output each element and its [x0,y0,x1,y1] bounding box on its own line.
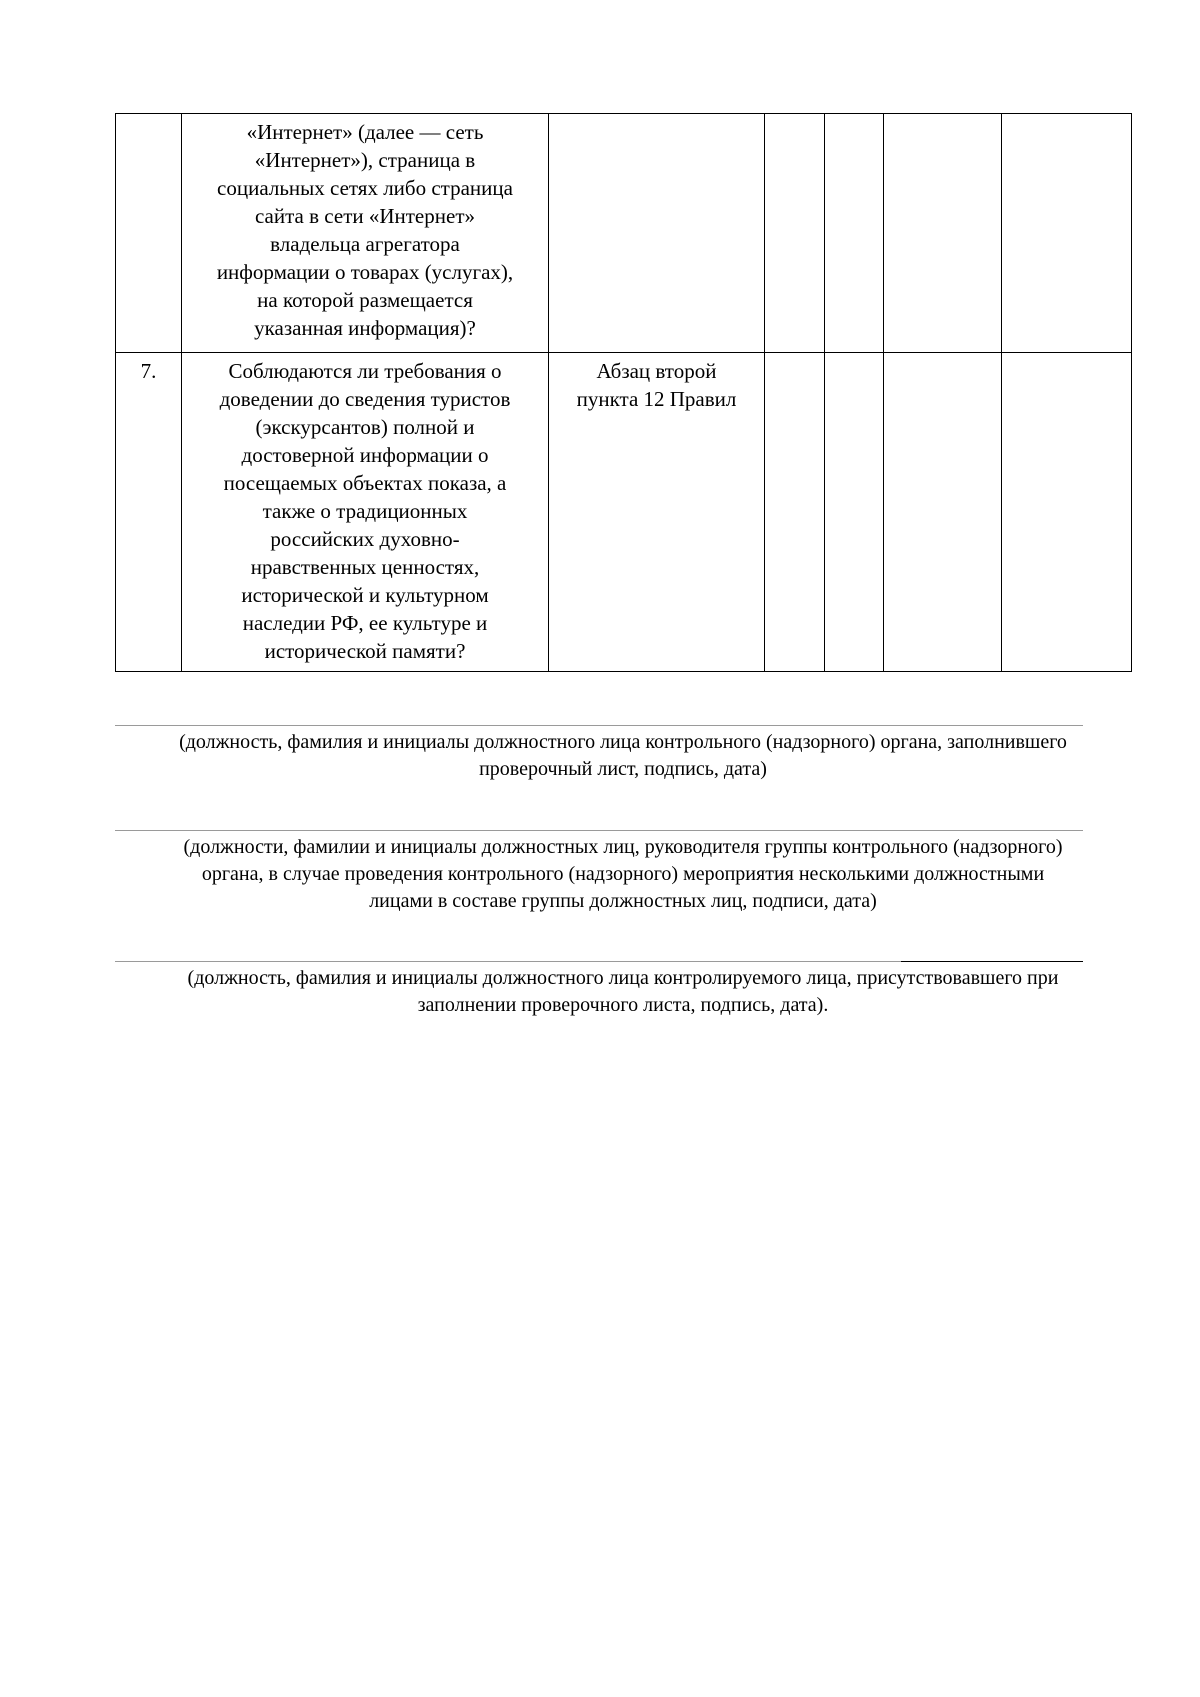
notes-cell [1002,353,1132,672]
controlled-person-signature-block [115,961,1131,1019]
answer-cell-not-applicable [884,353,1002,672]
group-signature-line[interactable] [115,830,1083,831]
signature-line-segment [901,961,1083,962]
answer-cell-yes [765,353,825,672]
row-number-cell [116,114,182,353]
checklist-table [115,113,1132,672]
inspector-signature-line[interactable] [115,725,1083,726]
inspector-signature-block [115,725,1131,783]
controlled-person-signature-line[interactable] [115,961,1083,962]
answer-cell-no [825,353,884,672]
question-cell: Соблюдаются ли требования о доведении до сведения туристов (экскурсантов) полной и достоверной информации о посещаемых объектах показа, а также о традиционных российских духовно- нравственных ценностях, исторической и культурном наследии РФ, ее культуре и исторической памяти? [182,353,549,672]
answer-cell-no [825,114,884,353]
group-signature-block [115,830,1131,915]
table-row [116,114,1132,353]
controlled-person-signature-caption: (должность, фамилия и инициалы должностного лица контролируемого лица, присутствовавшего при заполнении проверочного листа, подпись, дата). [187,967,1059,1016]
inspector-signature-caption: (должность, фамилия и инициалы должностного лица контрольного (надзорного) органа, заполнившего проверочный лист, подпись, дата) [179,731,1067,780]
group-signature-caption: (должности, фамилии и инициалы должностных лиц, руководителя группы контрольного (надзорного) органа, в случае проведения контрольного (надзорного) мероприятия несколькими должностными лицами в составе группы должностных лиц, подписи, дата) [183,836,1063,912]
notes-cell [1002,114,1132,353]
answer-cell-yes [765,114,825,353]
reference-cell [549,114,765,353]
row-number-cell: 7. [116,353,182,672]
table-row [116,353,1132,672]
question-cell: «Интернет» (далее — сеть «Интернет»), страница в социальных сетях либо страница сайта в сети «Интернет» владельца агрегатора информации о товарах (услугах), на которой размещается указанная информация)? [182,114,549,353]
answer-cell-not-applicable [884,114,1002,353]
reference-cell: Абзац второй пункта 12 Правил [549,353,765,672]
